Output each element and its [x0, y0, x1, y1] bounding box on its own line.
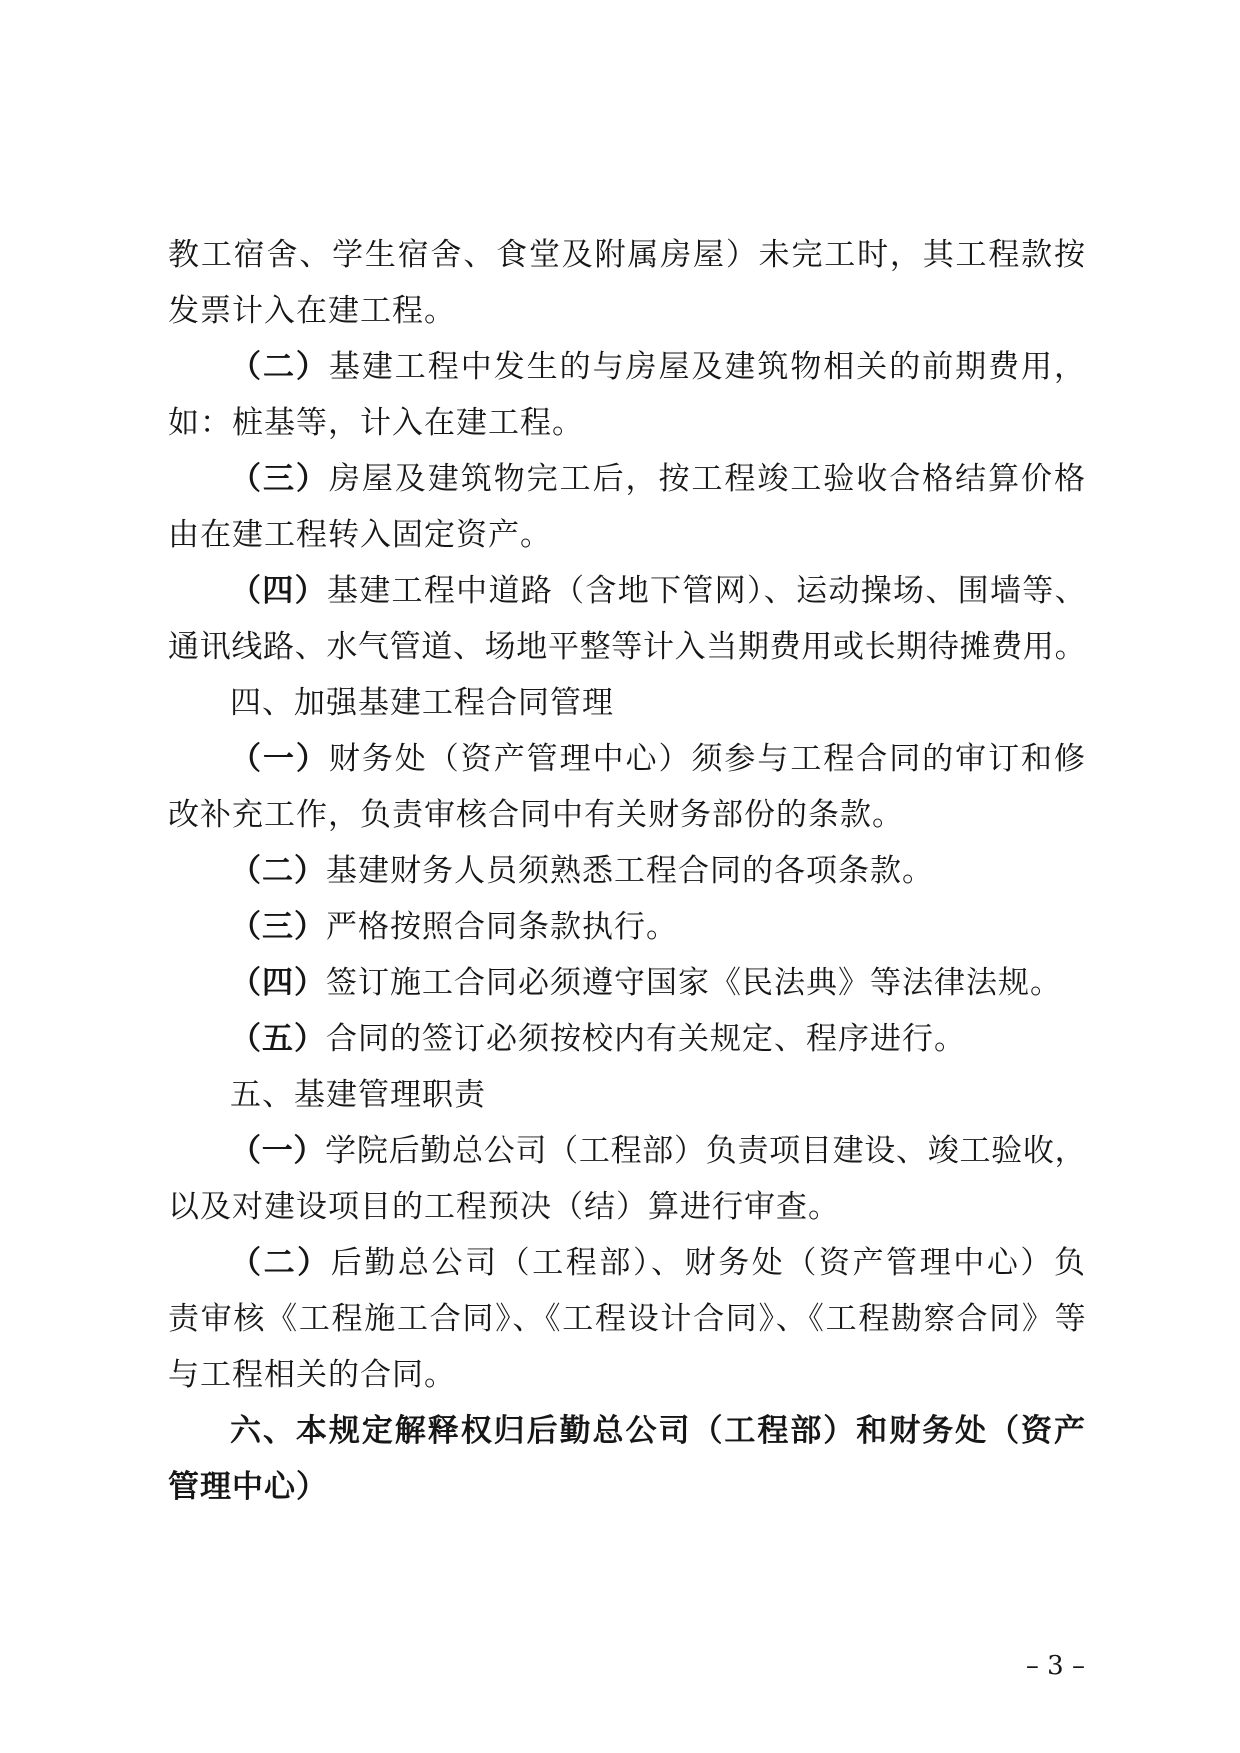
item-label: （二）: [230, 349, 329, 385]
line-text: 由在建工程转入固定资产。: [168, 517, 552, 553]
item-label: （二）: [230, 1245, 331, 1281]
page-number: – 3 –: [1025, 1651, 1085, 1681]
line-text: 基建工程中道路（含地下管网）、运动操场、围墙等、: [326, 573, 1085, 609]
text-line: [168, 1347, 1085, 1403]
line-text: 基建财务人员须熟悉工程合同的各项条款。: [326, 853, 934, 889]
line-text: 与工程相关的合同。: [168, 1357, 456, 1393]
item-label: （二）: [230, 853, 326, 889]
item-label: （四）: [230, 573, 327, 609]
text-line: [168, 339, 1085, 395]
line-text: 基建工程中发生的与房屋及建筑物相关的前期费用，: [328, 349, 1085, 385]
section-heading-continued: 管理中心）: [168, 1469, 328, 1505]
item-label: （一）: [230, 1133, 326, 1169]
item-label: （一）: [230, 741, 329, 777]
item-label: （三）: [230, 909, 326, 945]
text-line: [168, 227, 1085, 283]
text-line: [168, 787, 1085, 843]
text-line: [168, 1123, 1085, 1179]
line-text: 以及对建设项目的工程预决（结）算进行审查。: [168, 1189, 840, 1225]
line-text: 财务处（资产管理中心）须参与工程合同的审订和修: [328, 741, 1085, 777]
line-text: 签订施工合同必须遵守国家《民法典》等法律法规。: [326, 965, 1062, 1001]
section-heading: 五、基建管理职责: [230, 1077, 486, 1113]
text-line: [168, 283, 1085, 339]
item-label: （五）: [230, 1021, 326, 1057]
text-line: [168, 1291, 1085, 1347]
text-line: [168, 1179, 1085, 1235]
line-text: 房屋及建筑物完工后，按工程竣工验收合格结算价格: [328, 461, 1085, 497]
line-text: 教工宿舍、学生宿舍、食堂及附属房屋）未完工时，其工程款按: [168, 237, 1085, 273]
item-label: （三）: [230, 461, 329, 497]
text-line: [168, 731, 1085, 787]
line-text: 责审核《工程施工合同》、《工程设计合同》、《工程勘察合同》等: [168, 1301, 1085, 1337]
line-text: 如：桩基等，计入在建工程。: [168, 405, 584, 441]
line-text: 通讯线路、水气管道、场地平整等计入当期费用或长期待摊费用。: [168, 629, 1085, 665]
text-line: [168, 899, 1085, 955]
line-text: 后勤总公司（工程部）、财务处（资产管理中心）负: [330, 1245, 1085, 1281]
text-line: [168, 843, 1085, 899]
text-line: [168, 955, 1085, 1011]
text-line: [168, 1011, 1085, 1067]
text-line: [168, 619, 1085, 675]
section-heading: 六、本规定解释权归后勤总公司（工程部）和财务处（资产: [230, 1413, 1085, 1449]
line-text: 学院后勤总公司（工程部）负责项目建设、竣工验收，: [325, 1133, 1085, 1169]
line-text: 严格按照合同条款执行。: [326, 909, 678, 945]
line-text: 合同的签订必须按校内有关规定、程序进行。: [326, 1021, 966, 1057]
line-text: 改补充工作，负责审核合同中有关财务部份的条款。: [168, 797, 904, 833]
text-line: [168, 395, 1085, 451]
text-line: [168, 507, 1085, 563]
section-heading: 四、加强基建工程合同管理: [230, 685, 614, 721]
text-line: [168, 451, 1085, 507]
document-body: [168, 227, 1085, 1515]
item-label: （四）: [230, 965, 326, 1001]
text-line: [168, 1235, 1085, 1291]
text-line: [168, 563, 1085, 619]
line-text: 发票计入在建工程。: [168, 293, 456, 329]
